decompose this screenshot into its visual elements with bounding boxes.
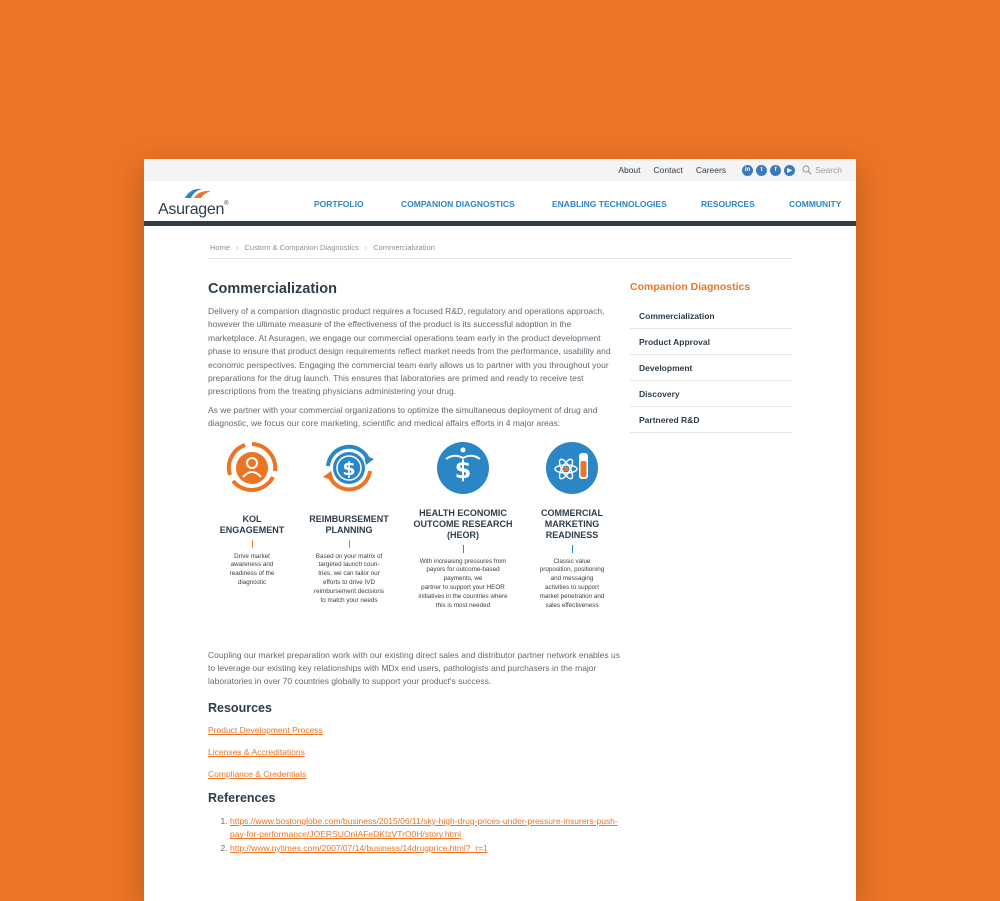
reference-link-bostonglobe[interactable]: https://www.bostonglobe.com/business/2015/06/11/sky-high-drug-prices-under-pressure-insurers-push-pay-for-performance/JOERSUOnIAFeDKIzVTrO0H/story.html (230, 815, 618, 840)
about-link[interactable]: About (618, 165, 641, 175)
logo-text: Asuragen® (158, 201, 229, 218)
breadcrumb-home[interactable]: Home (210, 243, 231, 252)
sidebar-item-development[interactable]: Development (630, 355, 792, 381)
focus-area-description: Classic value proposition, positioning and messaging activities to support market penetration and sales effectiveness (539, 557, 605, 609)
svg-text:$: $ (342, 457, 356, 480)
sidebar-item-product-approval[interactable]: Product Approval (630, 329, 792, 355)
divider-tick (252, 540, 253, 548)
dollar-cycle-icon (320, 441, 378, 495)
reference-item (230, 842, 620, 855)
atom-vial-icon (545, 441, 599, 495)
linkedin-icon[interactable]: in (742, 165, 753, 176)
breadcrumb (208, 237, 792, 259)
utility-bar (144, 159, 856, 181)
breadcrumb-custom-companion-diagnostics[interactable]: Custom & Companion Diagnostics (244, 243, 359, 252)
references-list (208, 815, 620, 855)
sidebar (630, 281, 792, 433)
focus-area-description: With increasing pressures from payors for outcome-based payments, we partner to support your HEOR initiatives in the countries where this is most needed (418, 557, 508, 609)
reference-item (230, 815, 620, 842)
twitter-icon[interactable]: t (756, 165, 767, 176)
resources-heading: Resources (208, 700, 272, 715)
search-box[interactable] (802, 165, 842, 175)
focus-area-kol (208, 441, 296, 588)
focus-area-title: COMMERCIAL MARKETING READINESS (541, 507, 603, 540)
resource-link-product-development[interactable]: Product Development Process (208, 724, 323, 735)
main-navigation (144, 181, 856, 226)
focus-area-reimbursement (304, 441, 394, 606)
page-content (208, 237, 792, 853)
focus-area-heor (408, 441, 518, 611)
search-placeholder: Search (815, 165, 842, 175)
svg-text:$: $ (454, 455, 472, 484)
youtube-icon[interactable]: ▶ (784, 165, 795, 176)
intro-paragraph-2: As we partner with your commercial organizations to optimize the simultaneous deployment of drug and diagnostic, we focus our core marketing, scientific and medical affairs efforts in 4 major areas: (208, 404, 598, 429)
focus-area-description: Based on your matrix of targeted launch coun- tries, we can tailor our efforts to drive IVD reimbursement decisions to match your needs (314, 552, 384, 604)
social-links (739, 165, 795, 176)
page-title: Commercialization (208, 281, 337, 297)
nav-portfolio[interactable]: PORTFOLIO (314, 199, 364, 209)
divider-tick (463, 545, 464, 553)
references-heading: References (208, 790, 276, 805)
facebook-icon[interactable]: f (770, 165, 781, 176)
main-column (208, 281, 620, 855)
search-icon (802, 165, 812, 175)
divider-tick (349, 540, 350, 548)
sidebar-item-partnered-rd[interactable]: Partnered R&D (630, 407, 792, 433)
focus-area-title: KOL ENGAGEMENT (219, 513, 285, 535)
focus-area-commercial (526, 441, 618, 611)
nav-companion-diagnostics[interactable]: COMPANION DIAGNOSTICS (401, 199, 515, 209)
nav-resources[interactable]: RESOURCES (701, 199, 755, 209)
sidebar-item-commercialization[interactable]: Commercialization (630, 303, 792, 329)
resource-link-compliance[interactable]: Compliance & Credentials (208, 768, 307, 779)
breadcrumb-separator: › (236, 243, 239, 252)
breadcrumb-current: Commercialization (373, 243, 435, 252)
asuragen-logo[interactable] (158, 185, 248, 223)
focus-area-description: Drive market awareness and readiness of the diagnostic (229, 552, 275, 587)
intro-paragraph-1: Delivery of a companion diagnostic product requires a focused R&D, regulatory and operations approach, however the ultimate measure of the effectiveness of the product is its successful adoption in the marketplace. At Asuragen, we engage our commercial operations team early in the product development phase to ensure that product design requirements reflect market needs from the performance, usability and economic perspectives. Engaging the commercial team early allows us to partner with you throughout your preparations for the drug launch. This ensures that laboratories are primed and ready to receive test prescriptions from the treating physicians administering your drug. (208, 306, 611, 397)
focus-areas-infographic (208, 441, 620, 641)
focus-area-title: REIMBURSEMENT PLANNING (309, 513, 389, 535)
outro-paragraph: Coupling our market preparation work with our existing direct sales and distributor partner network enables us to leverage our existing key relationships with MDx end users, pathologists and purchasers in the major laboratories in over 70 countries globally to support your product's success. (208, 649, 620, 687)
browser-page (144, 159, 856, 901)
divider-tick (572, 545, 573, 553)
breadcrumb-separator: › (364, 243, 368, 252)
sidebar-title: Companion Diagnostics (630, 281, 751, 293)
dollar-caduceus-icon (436, 441, 490, 495)
nav-community[interactable]: COMMUNITY (789, 199, 842, 209)
logo-swoosh-icon (184, 187, 212, 199)
reference-link-nytimes[interactable]: http://www.nytimes.com/2007/07/14/business/14drugprice.html?_r=1 (230, 842, 488, 853)
sidebar-item-discovery[interactable]: Discovery (630, 381, 792, 407)
nav-enabling-technologies[interactable]: ENABLING TECHNOLOGIES (552, 199, 667, 209)
careers-link[interactable]: Careers (695, 165, 727, 175)
person-cycle-icon (225, 441, 279, 495)
resource-link-licenses[interactable]: Licenses & Accreditations (208, 746, 305, 757)
focus-area-title: HEALTH ECONOMIC OUTCOME RESEARCH (HEOR) (413, 507, 513, 540)
utility-links (605, 159, 842, 181)
contact-link[interactable]: Contact (653, 165, 683, 175)
